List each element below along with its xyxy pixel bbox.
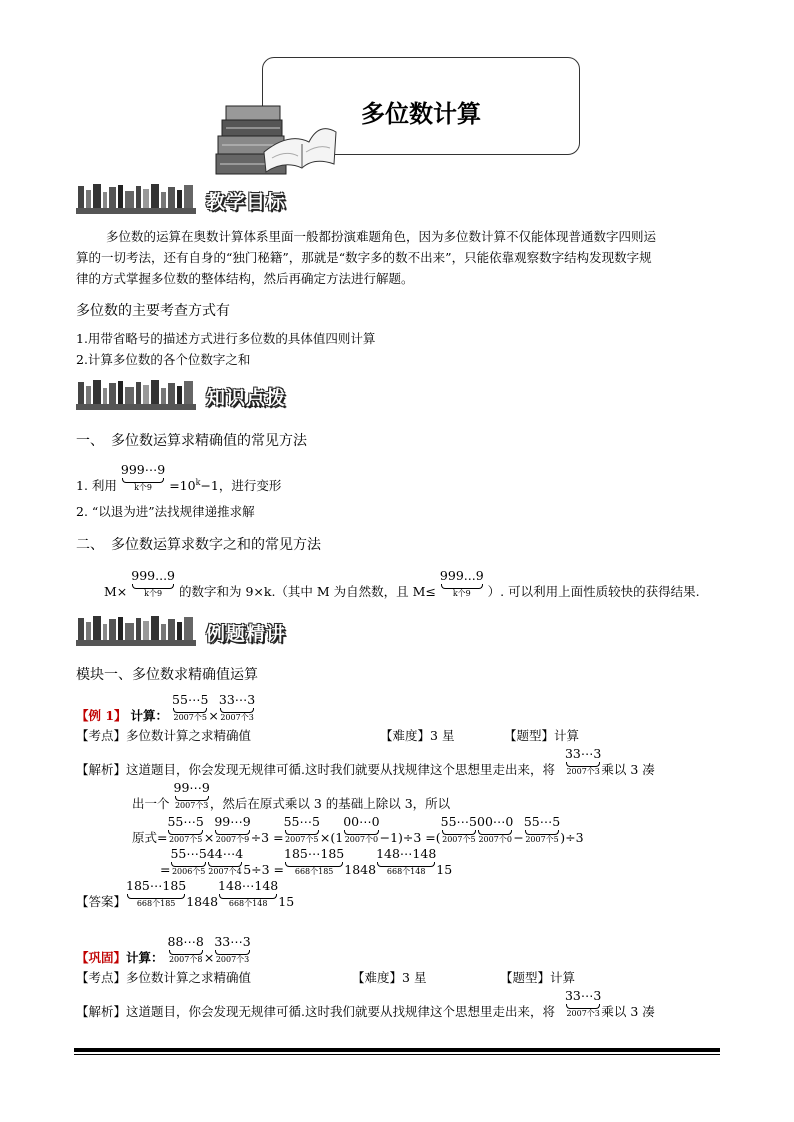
underbrace: 00⋯0 2007个0 [343,814,380,844]
section-banner-examples [76,614,316,648]
example-1-meta: 【考点】多位数计算之求精确值 【难度】3 星 【题型】计算 [76,728,580,743]
example-1-analysis-line-1: 【解析】这道题目，你会发现无规律可循.这时我们就要从找规律这个思想里走出来，将 33⋯3 2007个3 乘以 3 凑 [76,746,655,777]
underbrace: 999⋯9 k个9 [120,462,166,492]
underbrace: 00⋯0 2007个0 [477,814,514,844]
intro-line-3: 律的方式掌握多位数的整体结构，然后再确定方法进行解题。 [76,271,414,286]
intro-line-1: 多位数的运算在奥数计算体系里面一般都扮演难题角色，因为多位数计算不仅能体现普通数字四则运 [106,229,657,244]
intro-item-2: 2.计算多位数的各个位数字之和 [76,352,251,367]
underbrace: 55⋯5 2007个5 [167,814,204,844]
underbrace: 99⋯9 2007个3 [173,780,210,810]
banner-graphic [76,614,201,648]
underbrace: 33⋯3 2007个3 [564,988,602,1018]
underbrace: 55⋯5 2007个5 [283,814,320,844]
intro-item-1: 1.用带省略号的描述方式进行多位数的具体值四则计算 [76,331,376,346]
underbrace: 55⋯5 2007个5 [440,814,478,844]
consolidate-analysis: 【解析】这道题目，你会发现无规律可循.这时我们就要从找规律这个思想里走出来，将 33⋯3 2007个3 乘以 3 凑 [76,988,655,1019]
example-1-analysis-line-2: 出一个 99⋯9 2007个3 ，然后在原式乘以 3 的基础上除以 3，所以 [132,780,451,811]
footer-rule [74,1048,720,1052]
example-tag: 【例 1】 [76,708,127,723]
consolidate-problem: 【巩固】计算： 88⋯8 2007个8 × 33⋯3 2007个3 [76,934,251,965]
footer-rule-thin [74,1054,720,1055]
section-title-knowledge: 知识点拨 [206,387,287,409]
underbrace: 33⋯3 2007个3 [564,746,602,776]
underbrace: 33⋯3 2007个3 [218,692,256,722]
section-title-goals: 教学目标 [206,191,287,213]
underbrace: 185⋯185 668个185 [284,846,345,876]
knowledge-heading-1: 一、 多位数运算求精确值的常见方法 [76,433,307,449]
underbrace: 55⋯5 2007个5 [523,814,561,844]
section-banner-goals [76,182,316,216]
section-title-examples: 例题精讲 [206,623,287,645]
underbrace: 44⋯4 2007个4 [206,846,244,876]
intro-line-2: 算的一切考法，还有自身的“独门秘籍”，那就是“数字多的数不出来”，只能依靠观察数字结构发现数字规 [76,250,652,265]
underbrace: 55⋯5 2007个5 [172,692,209,722]
knowledge-heading-2: 二、 多位数运算求数字之和的常见方法 [76,537,321,553]
formula-line-2: = 55⋯5 2006个5 44⋯4 2007个4 5÷3 = 185⋯185 668个185 1848 148⋯148 668个148 15 [160,846,453,877]
underbrace: 999...9 k个9 [131,568,175,598]
underbrace: 148⋯148 668个148 [376,846,437,876]
underbrace: 99⋯9 2007个9 [214,814,251,844]
underbrace: 148⋯148 668个148 [218,878,279,908]
example-1-answer: 【答案】 185⋯185 668个185 1848 148⋯148 668个148 15 [76,878,295,909]
intro-paragraph [76,226,722,289]
method-1: 1. 利用 999⋯9 k个9 $=10^k-1$，进行变形 [76,462,282,493]
underbrace: 88⋯8 2007个8 [167,934,204,964]
underbrace: 185⋯185 668个185 [126,878,187,908]
books-illustration [214,102,339,177]
underbrace: 55⋯5 2006个5 [170,846,207,876]
section-banner-knowledge [76,378,316,412]
banner-graphic [76,378,201,412]
banner-graphic [76,182,201,216]
digit-sum-rule: M× 999...9 k个9 的数字和为 9×k.（其中 M 为自然数，且 M≤ 999...9 k个9 ）. 可以利用上面性质较快的获得结果. [104,568,700,599]
underbrace: 33⋯3 2007个3 [214,934,251,964]
consolidate-tag: 【巩固】 [76,950,127,965]
example-1: 【例 1】 计算： 55⋯5 2007个5 × 33⋯3 2007个3 [76,692,256,723]
method-2: 2. “以退为进”法找规律递推求解 [76,504,255,519]
consolidate-meta: 【考点】多位数计算之求精确值 【难度】3 星 【题型】计算 [76,970,576,985]
underbrace: 999...9 k个9 [439,568,484,598]
formula-line-1: 原式= 55⋯5 2007个5 × 99⋯9 2007个9 ÷3 = 55⋯5 2007个5 ×(1 00⋯0 2007个0 −1)÷3 =( 55⋯5 2007个5 00⋯0 2007个0 − 55⋯5 2007个5 )÷3 [132,814,584,845]
page-title: 多位数计算 [361,100,481,128]
module-heading: 模块一、多位数求精确值运算 [76,667,258,683]
intro-heading: 多位数的主要考查方式有 [76,303,230,319]
